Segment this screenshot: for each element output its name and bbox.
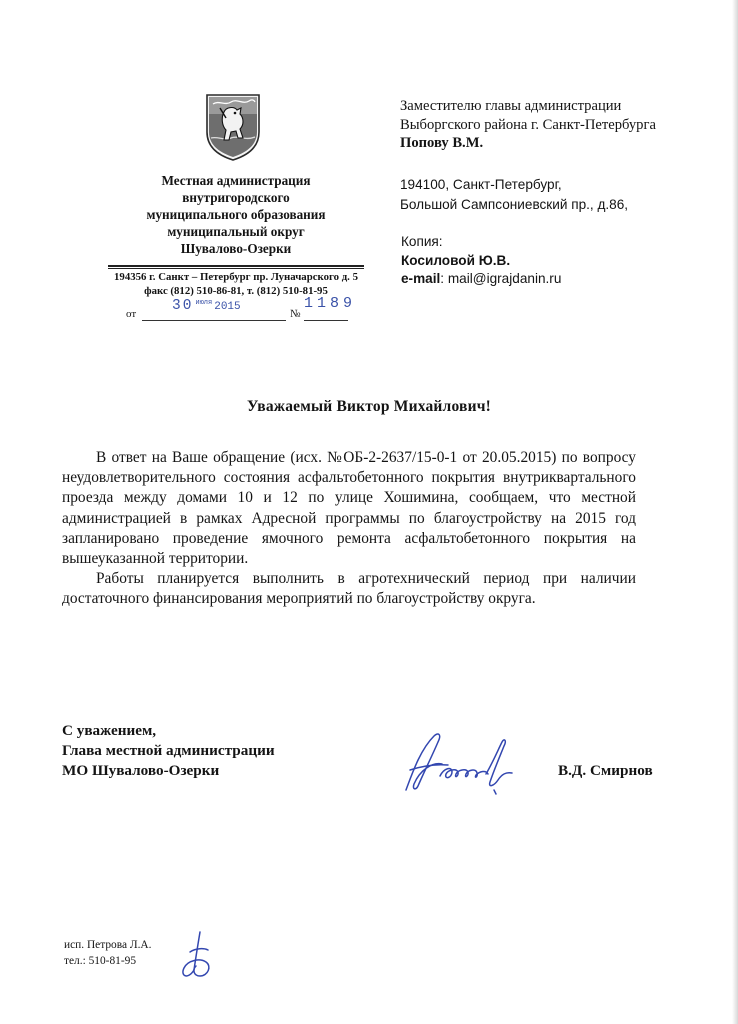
registration-number-stamp: 1189 [304,295,357,312]
date-label: от [126,308,137,320]
coat-of-arms-icon [204,92,262,162]
number-underline [304,320,348,321]
number-label: № [290,308,301,320]
executor-name: исп. Петрова Л.А. [64,939,152,951]
stamp-month: июля [195,299,213,307]
closing-block [62,721,362,781]
org-contact-block [108,270,364,298]
org-line: муниципального образования [146,207,326,222]
executor-initials-mark [176,930,216,982]
org-phone: факс (812) 510-86-81, т. (812) 510-81-95 [144,285,328,297]
email-value: : mail@igrajdanin.ru [440,271,562,286]
stamp-year: 2015 [214,301,241,313]
copy-recipient-name: Косиловой Ю.В. [401,252,511,268]
letter-body [62,448,636,610]
registration-date-stamp [172,298,241,314]
body-paragraph: В ответ на Ваше обращение (исх. №ОБ-2-2637/15-0-1 от 20.05.2015) по вопросу неудовлетворительного состояния асфальтобетонного покрытия внутриквартального проезда между домами 10 и 12 по улице Хошимина, сообщаем, что местной администрацией в рамках Адресной программы по благоустройству на 2015 год запланировано проведение ямочного ремонта асфальтобетонного покрытия на вышеуказанной территории. [62,449,636,568]
date-underline [142,320,286,321]
body-paragraph: Работы планируется выполнить в агротехнический период при наличии достаточного финансирования мероприятий по благоустройству округа. [62,570,636,608]
org-line: муниципальный округ [167,224,305,239]
org-address: 194356 г. Санкт – Петербург пр. Луначарского д. 5 [114,271,358,283]
closing-line: Глава местной администрации [62,742,275,759]
copy-recipient-block [401,233,721,289]
executor-phone: тел.: 510-81-95 [64,955,137,967]
org-name-block [108,172,364,257]
addressee-name: Попову В.М. [400,135,484,151]
org-line: внутригородского [182,190,290,205]
signer-name: В.Д. Смирнов [558,762,653,779]
postal-line: 194100, Санкт-Петербург, [400,177,562,192]
postal-line: Большой Сампсониевский пр., д.86, [400,197,629,212]
handwritten-signature [398,728,520,800]
email-line [401,270,721,289]
email-label: e-mail [401,271,441,286]
addressee-postal-block [400,175,720,215]
addressee-line: Заместителю главы администрации [400,98,622,114]
addressee-line: Выборгского района г. Санкт-Петербурга [400,116,656,133]
stamp-day: 30 [172,298,194,314]
letterhead-divider [108,265,364,267]
letterhead-divider-thin [108,268,364,269]
page-edge-shadow [732,0,738,1024]
closing-line: С уважением, [62,722,157,739]
copy-label: Копия: [401,234,443,249]
salutation: Уважаемый Виктор Михайлович! [246,398,492,415]
closing-line: МО Шувалово-Озерки [62,762,220,779]
org-line: Шувалово-Озерки [180,241,292,256]
addressee-block [400,97,720,153]
org-line: Местная администрация [161,173,311,188]
executor-block [64,937,264,969]
